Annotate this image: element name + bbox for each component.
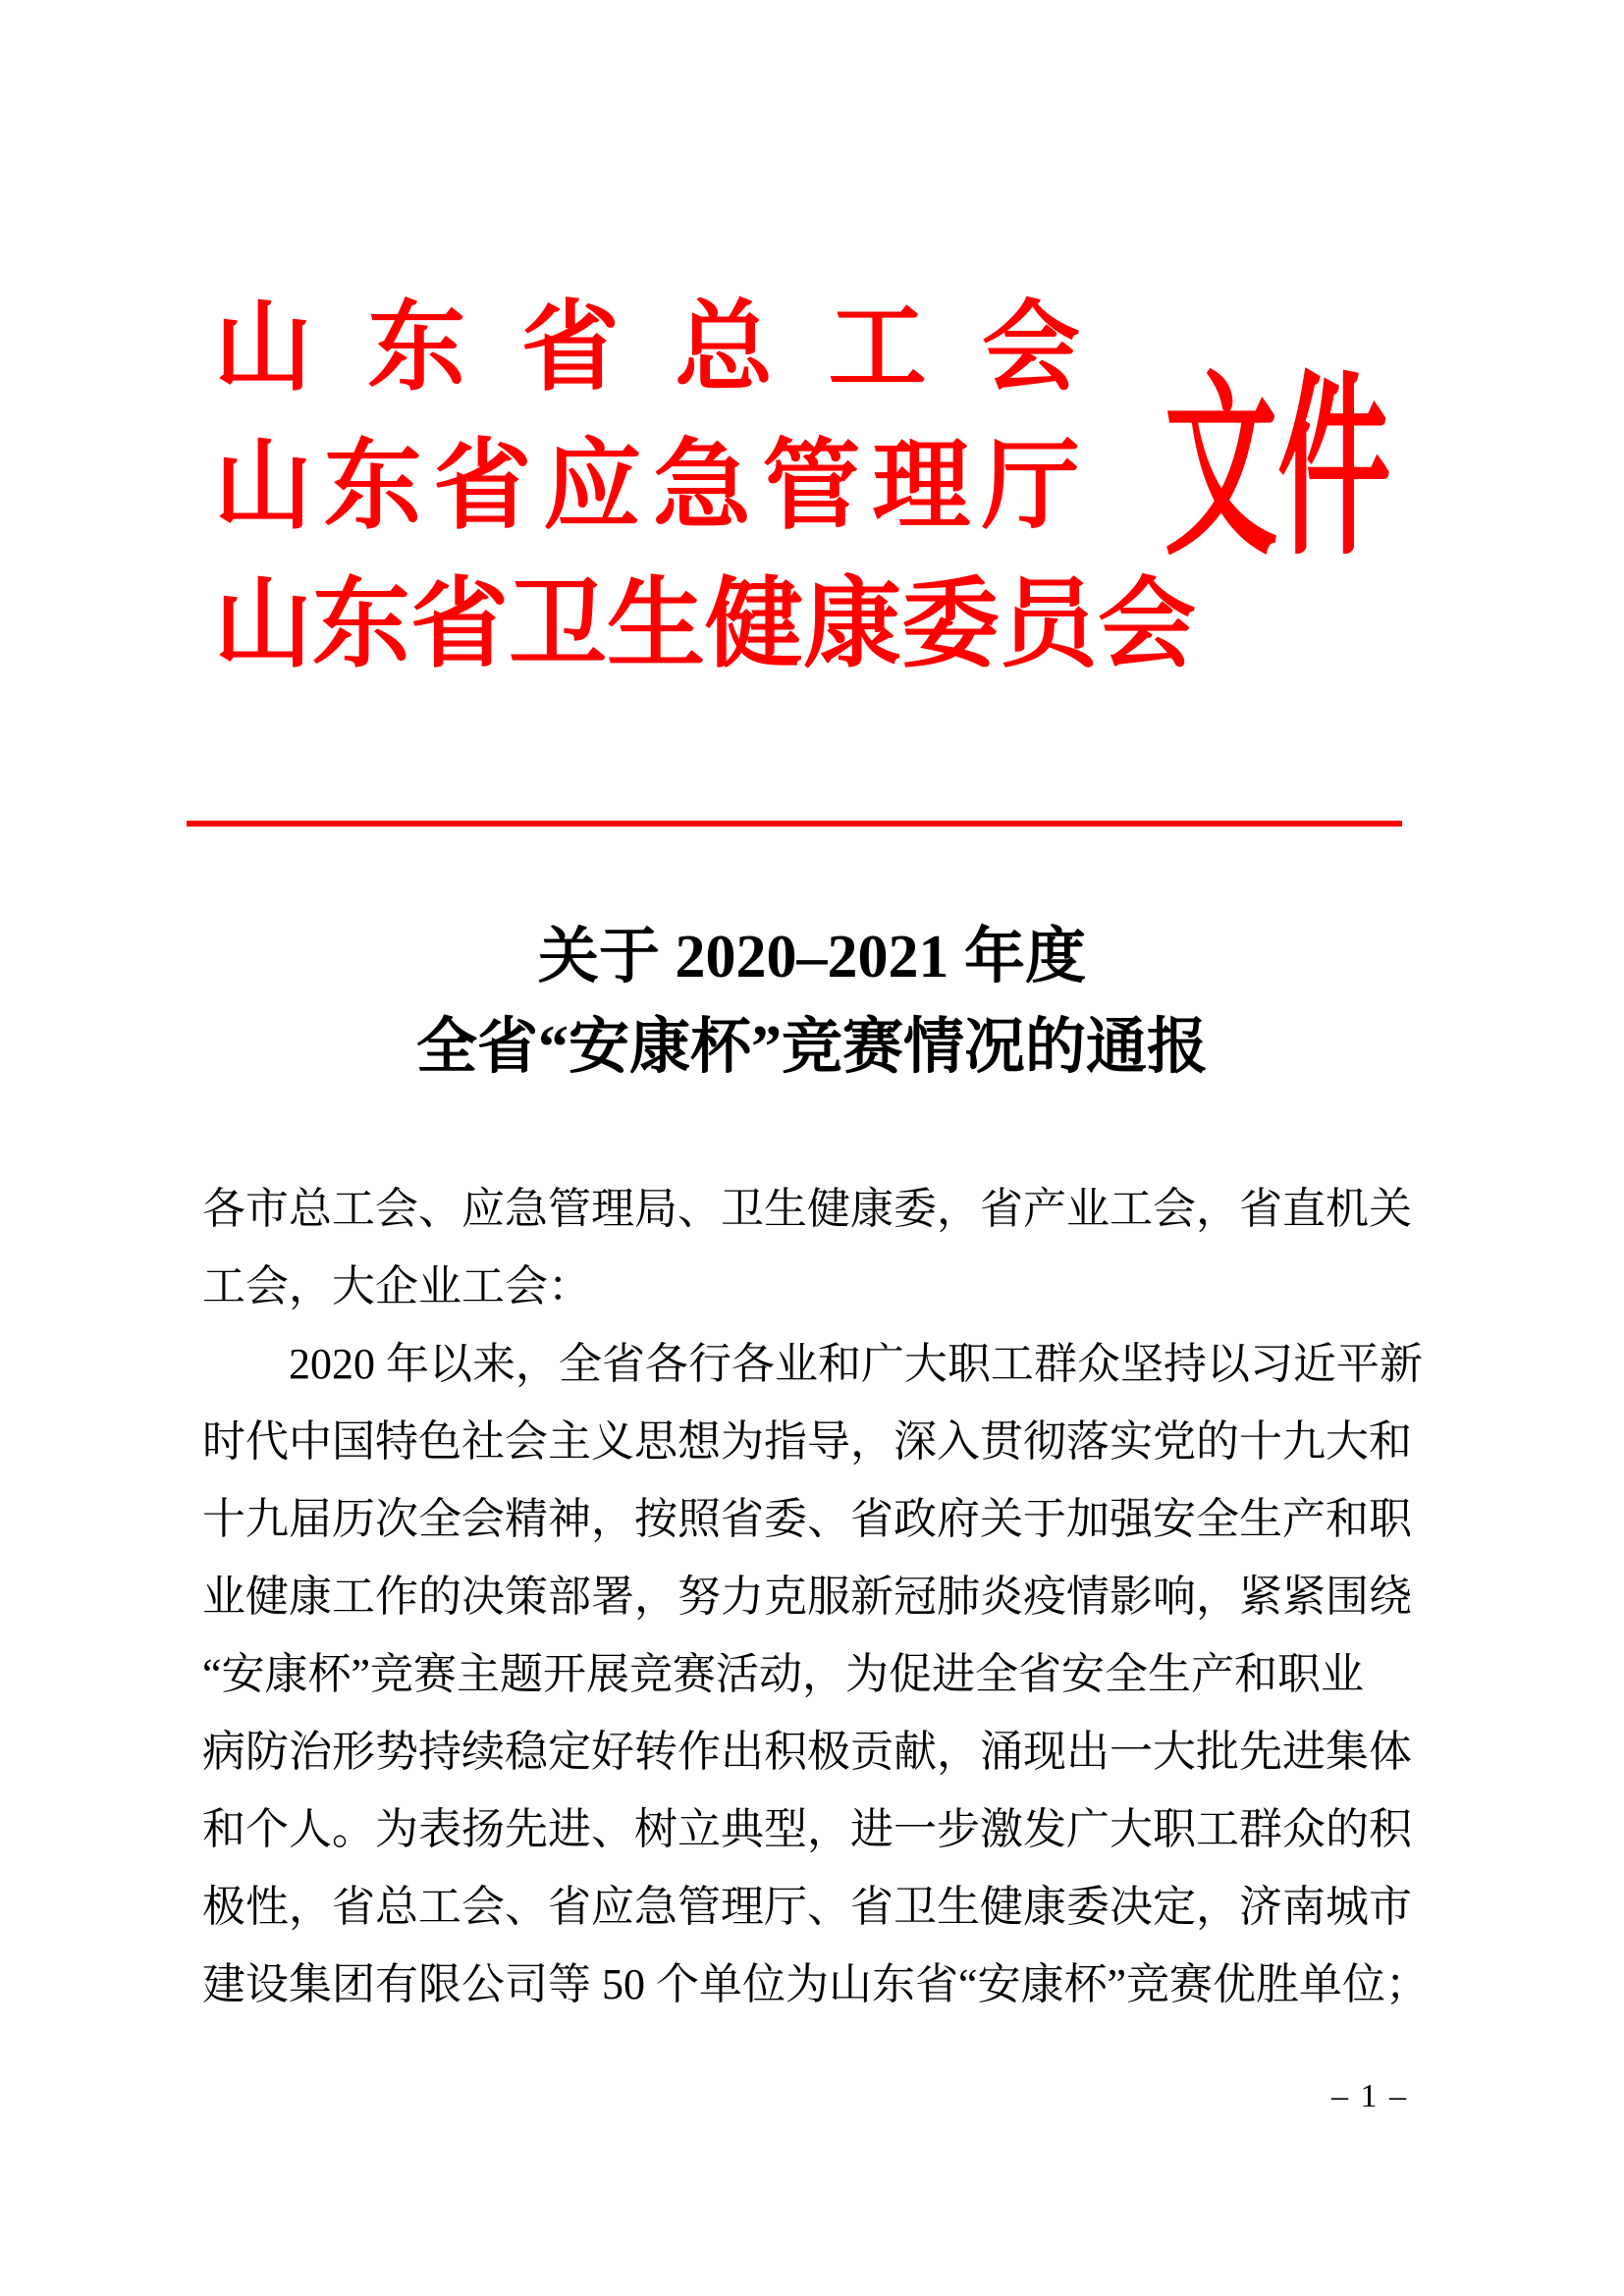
document-title-line2: 全省“安康杯”竞赛情况的通报 [415, 1014, 1208, 1081]
letterhead [214, 279, 1196, 694]
org-line-emergency-management-dept: 山 东 省 应 急 管 理 厅 [214, 431, 1080, 541]
body-line: 和个人。为表扬先进、树立典型，进一步激发广大职工群众的积 [202, 1805, 1412, 1853]
body-line: 业健康工作的决策部署，努力克服新冠肺炎疫情影响，紧紧围绕 [202, 1573, 1412, 1621]
doc-type-label: 文件 [1164, 359, 1391, 579]
body-line: 各市总工会、应急管理局、卫生健康委，省产业工会，省直机关 [202, 1185, 1412, 1233]
red-divider-rule [187, 821, 1402, 827]
page-number: – 1 – [1331, 2078, 1408, 2114]
org-line-health-commission: 山 东 省 卫 生 健 康 委 员 会 [214, 569, 1196, 679]
body-line: 极性，省总工会、省应急管理厅、省卫生健康委决定，济南城市 [202, 1883, 1412, 1931]
document-body [202, 1170, 1430, 2023]
body-line: 病防治形势持续稳定好转作出积极贡献，涌现出一大批先进集体 [202, 1728, 1412, 1776]
body-line: 十九届历次全会精神，按照省委、省政府关于加强安全生产和职 [202, 1495, 1412, 1543]
body-line: 时代中国特色社会主义思想为指导，深入贯彻落实党的十九大和 [202, 1417, 1412, 1466]
body-line: 工会，大企业工会： [202, 1262, 591, 1310]
body-line: 建设集团有限公司等 50 个单位为山东省“安康杯”竞赛优胜单位； [202, 1960, 1430, 2008]
body-line: “安康杯”竞赛主题开展竞赛活动，为促进全省安全生产和职业 [202, 1650, 1365, 1698]
org-line-federation-of-trade-unions: 山 东 省 总 工 会 [214, 293, 1080, 402]
document-title [0, 912, 1624, 1093]
document-title-line1: 关于 2020–2021 年度 [537, 924, 1086, 990]
body-line: 2020 年以来，全省各行各业和广大职工群众坚持以习近平新 [289, 1340, 1423, 1388]
